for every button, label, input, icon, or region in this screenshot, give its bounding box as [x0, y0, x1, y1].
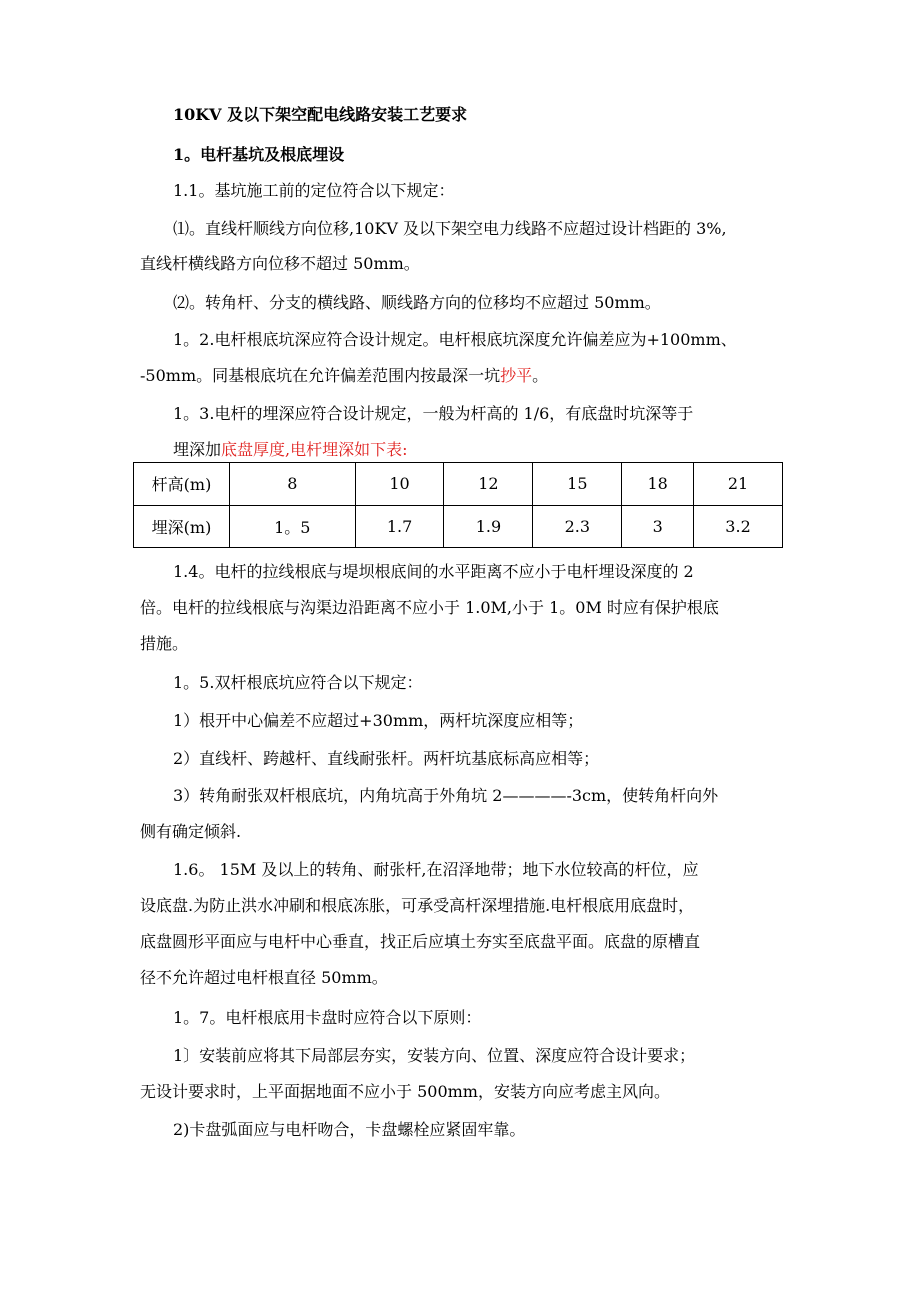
paragraph: 设底盘.为防止洪水冲刷和根底冻胀，可承受高杆深埋措施.电杆根底用底盘时， — [140, 896, 695, 915]
table-cell: 21 — [694, 463, 783, 506]
paragraph: 直线杆横线路方向位移不超过 50mm。 — [140, 254, 420, 273]
paragraph: 倍。电杆的拉线根底与沟渠边沿距离不应小于 1.0M,小于 1。0M 时应有保护根底 — [140, 598, 719, 617]
table-cell: 1.9 — [444, 505, 533, 548]
paragraph: 底盘圆形平面应与电杆中心垂直，找正后应填土夯实至底盘平面。底盘的原槽直 — [140, 932, 701, 951]
table-row — [134, 463, 783, 506]
table-header-cell: 杆高(m) — [134, 463, 230, 506]
burial-depth-table — [133, 462, 783, 548]
paragraph: 1.4。电杆的拉线根底与堤坝根底间的水平距离不应小于电杆埋设深度的 2 — [173, 562, 694, 581]
highlighted-text: 底盘厚度,电杆埋深如下表: — [221, 440, 408, 459]
table-cell: 12 — [444, 463, 533, 506]
table-cell: 10 — [355, 463, 444, 506]
paragraph: 1.1。基坑施工前的定位符合以下规定： — [173, 181, 455, 200]
list-item: 2）直线杆、跨越杆、直线耐张杆。两杆坑基底标高应相等； — [173, 749, 600, 768]
table-cell: 18 — [622, 463, 694, 506]
paragraph: 措施。 — [140, 634, 189, 653]
table-cell: 2.3 — [533, 505, 622, 548]
list-item: 2)卡盘弧面应与电杆吻合，卡盘螺栓应紧固牢靠。 — [173, 1120, 526, 1139]
list-item: 侧有确定倾斜. — [140, 822, 242, 841]
table-cell: 1。5 — [230, 505, 356, 548]
paragraph: ⑵。转角杆、分支的横线路、顺线路方向的位移均不应超过 50mm。 — [173, 293, 661, 312]
paragraph — [140, 366, 548, 386]
paragraph: ⑴。直线杆顺线方向位移,10KV 及以下架空电力线路不应超过设计档距的 3%, — [173, 219, 727, 238]
section-heading: 1。电杆基坑及根底埋设 — [173, 145, 345, 164]
text-run: -50mm。同基根底坑在允许偏差范围内按最深一坑 — [140, 366, 501, 385]
table-cell: 1.7 — [355, 505, 444, 548]
paragraph: 1。3.电杆的埋深应符合设计规定，一般为杆高的 1/6，有底盘时坑深等于 — [173, 404, 694, 423]
paragraph: 1.6。 15M 及以上的转角、耐张杆,在沼泽地带；地下水位较高的杆位，应 — [173, 860, 699, 879]
table-cell: 8 — [230, 463, 356, 506]
text-run: 。 — [532, 366, 549, 385]
list-item: 3）转角耐张双杆根底坑，内角坑高于外角坑 2————-3cm，使转角杆向外 — [173, 786, 719, 805]
list-item: 1〕安装前应将其下局部层夯实，安装方向、位置、深度应符合设计要求； — [173, 1046, 696, 1065]
list-item: 无设计要求时，上平面据地面不应小于 500mm，安装方向应考虑主风向。 — [140, 1082, 670, 1101]
text-run: 埋深加 — [173, 440, 222, 459]
paragraph: 1。2.电杆根底坑深应符合设计规定。电杆根底坑深度允许偏差应为+100mm、 — [173, 330, 737, 349]
paragraph — [173, 440, 408, 460]
table-cell: 3 — [622, 505, 694, 548]
highlighted-text: 抄平 — [500, 366, 533, 385]
table-cell: 15 — [533, 463, 622, 506]
document-title: 10KV 及以下架空配电线路安装工艺要求 — [173, 105, 468, 124]
paragraph: 1。5.双杆根底坑应符合以下规定： — [173, 673, 423, 692]
paragraph: 1。7。电杆根底用卡盘时应符合以下原则： — [173, 1008, 482, 1027]
list-item: 1）根开中心偏差不应超过+30mm，两杆坑深度应相等； — [173, 711, 584, 730]
table-row — [134, 505, 783, 548]
table-cell: 3.2 — [694, 505, 783, 548]
paragraph: 径不允许超过电杆根直径 50mm。 — [140, 968, 388, 987]
table-header-cell: 埋深(m) — [134, 505, 230, 548]
